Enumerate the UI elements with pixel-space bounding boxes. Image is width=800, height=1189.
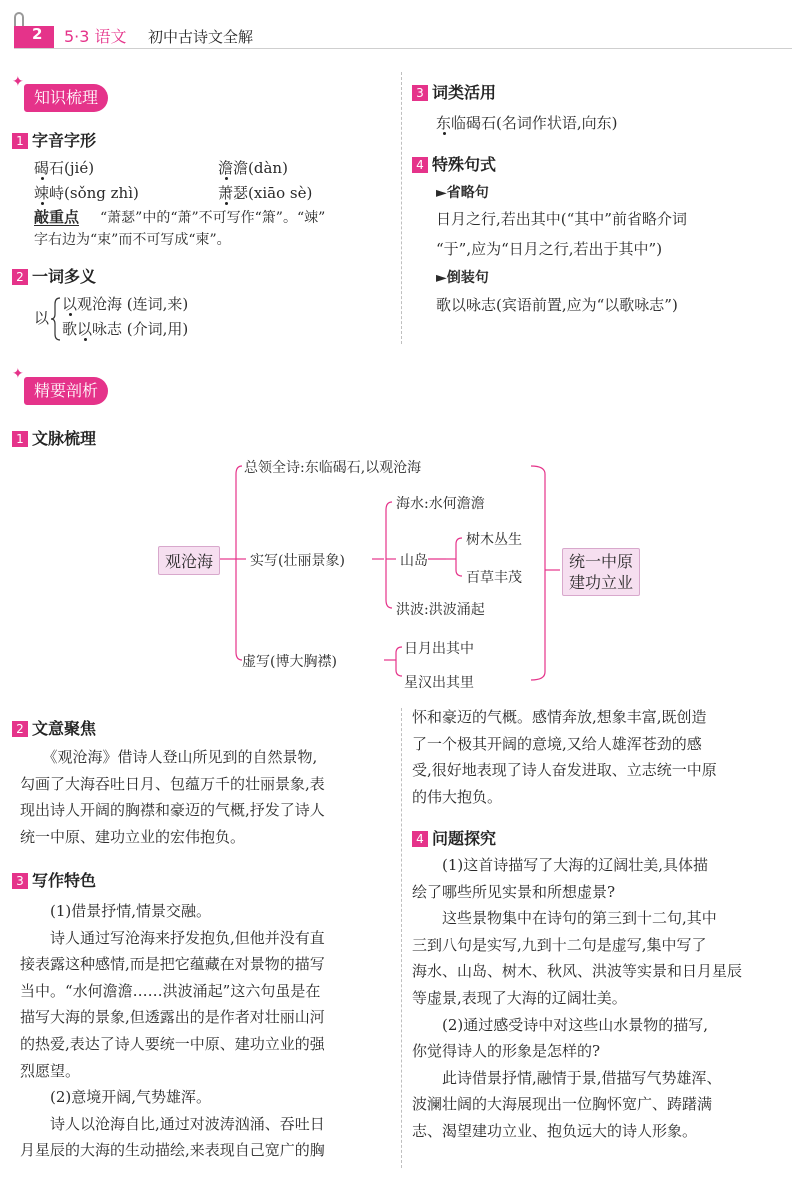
focus-label: 敲重点 <box>34 208 80 226</box>
section-pill-analysis: 精要剖析 <box>24 377 108 405</box>
series-name: 5·3 语文 <box>64 27 127 46</box>
mind-map-sun: 日月出其中 <box>404 641 474 657</box>
char-item-1: 碣石(jié) <box>34 159 95 177</box>
focus-note-1: “萧瑟”中的“萧”不可写作“箫”。“竦” <box>100 210 326 226</box>
mind-map-grass: 百草丰茂 <box>466 570 522 586</box>
mind-map-wave: 洪波:洪波涌起 <box>396 602 485 618</box>
mind-map-sea: 海水:水何澹澹 <box>396 496 485 512</box>
char-item-3: 竦峙(sǒng zhì) <box>34 184 139 202</box>
book-title: 初中古诗文全解 <box>148 28 254 46</box>
mind-map-root: 观沧海 <box>158 546 220 575</box>
focus-note-2: 字右边为“束”而不可写成“柬”。 <box>34 232 231 248</box>
tsjs-line-2: “于”,应为“日月之行,若出于其中”) <box>436 240 663 258</box>
sparkle-icon: ✦ <box>12 74 24 90</box>
mind-map-mid: 实写(壮丽景象) <box>250 553 345 569</box>
xztz-paragraph: (1)借景抒情,情景交融。 诗人通过写沧海来抒发抱负,但他并没有直 接表露这种感情,而是把它蕴藏在对景物的描写 当中。“水何澹澹……洪波涌起”这六句虽是在 描写大海的景象,但透露出的是作者对壮丽山河 的热爱,表达了诗人要统一中原、建功立业的强 烈愿望。 (2)意境开阔,气势雄浑。 诗人以沧海自比,通过对波涛汹涌、吞吐日 月星辰的大海的生动描绘,来表现自己宽广的胸 <box>20 902 325 1160</box>
heading-clhy: 3 词类活用 <box>412 80 496 103</box>
sparkle-icon: ✦ <box>12 366 24 382</box>
heading-tsjs: 4 特殊句式 <box>412 152 496 175</box>
mind-map <box>150 452 650 698</box>
brace-icon <box>50 296 62 342</box>
page-header <box>0 0 800 62</box>
header-divider <box>14 48 792 49</box>
mind-map-trees: 树木丛生 <box>466 532 522 548</box>
mind-map-result: 统一中原 建功立业 <box>562 548 640 596</box>
page-number: 2 <box>32 25 43 43</box>
mind-map-island: 山岛 <box>400 553 428 569</box>
heading-wyjj: 2 文意聚焦 <box>12 716 96 739</box>
column-divider-top <box>401 72 402 344</box>
tsjs-line-1: 日月之行,若出其中(“其中”前省略介词 <box>436 210 687 228</box>
mind-map-top: 总领全诗:东临碣石,以观沧海 <box>244 460 422 476</box>
char-item-4: 萧瑟(xiāo sè) <box>218 184 313 202</box>
sub-omission: ►省略句 <box>436 185 489 201</box>
polysemy-sentence-1: 以观沧海 (连词,来) <box>62 295 189 313</box>
mind-map-stars: 星汉出其里 <box>404 675 474 691</box>
polysemy-char: 以 <box>34 309 50 327</box>
section-pill-knowledge: 知识梳理 <box>24 84 108 112</box>
column-divider-bottom <box>401 708 402 1168</box>
wttj-paragraph: (1)这首诗描写了大海的辽阔壮美,具体描 绘了哪些所见实景和所想虚景? 这些景物集中在诗句的第三到十二句,其中 三到八句是实写,九到十二句是虚写,集中写了 海水、山岛、树木、秋风、洪波等实景和日月星辰 等虚景,表现了大海的辽阔壮美。 (2)通过感受诗中对这些山水景物的描写, 你觉得诗人的形象是怎样的? 此诗借景抒情,融情于景,借描写气势雄浑、 波澜壮阔的大海展现出一位胸怀宽广、踌躇满 志、渴望建功立业、抱负远大的诗人形象。 <box>412 856 743 1140</box>
char-item-2: 澹澹(dàn) <box>218 159 288 177</box>
mind-map-bottom: 虚写(博大胸襟) <box>242 654 337 670</box>
polysemy-sentence-2: 歌以咏志 (介词,用) <box>62 320 189 338</box>
heading-zyx: 1 字音字形 <box>12 128 96 151</box>
clhy-text: 东临碣石(名词作状语,向东) <box>436 114 618 132</box>
sub-inversion: ►倒装句 <box>436 270 489 286</box>
heading-wttj: 4 问题探究 <box>412 826 496 849</box>
heading-xztz: 3 写作特色 <box>12 868 96 891</box>
wyjj-paragraph: 《观沧海》借诗人登山所见到的自然景物, 勾画了大海吞吐日月、包蕴万千的壮丽景象,表 现出诗人开阔的胸襟和豪迈的气概,抒发了诗人 统一中原、建功立业的宏伟抱负。 <box>20 748 325 846</box>
heading-ycdy: 2 一词多义 <box>12 264 96 287</box>
wyjj-continued: 怀和豪迈的气概。感情奔放,想象丰富,既创造 了一个极其开阔的意境,又给人雄浑苍劲的感 受,很好地表现了诗人奋发进取、立志统一中原 的伟大抱负。 <box>412 708 717 806</box>
tsjs-line-3: 歌以咏志(宾语前置,应为“以歌咏志”) <box>436 296 678 314</box>
heading-wmsl: 1 文脉梳理 <box>12 426 96 449</box>
